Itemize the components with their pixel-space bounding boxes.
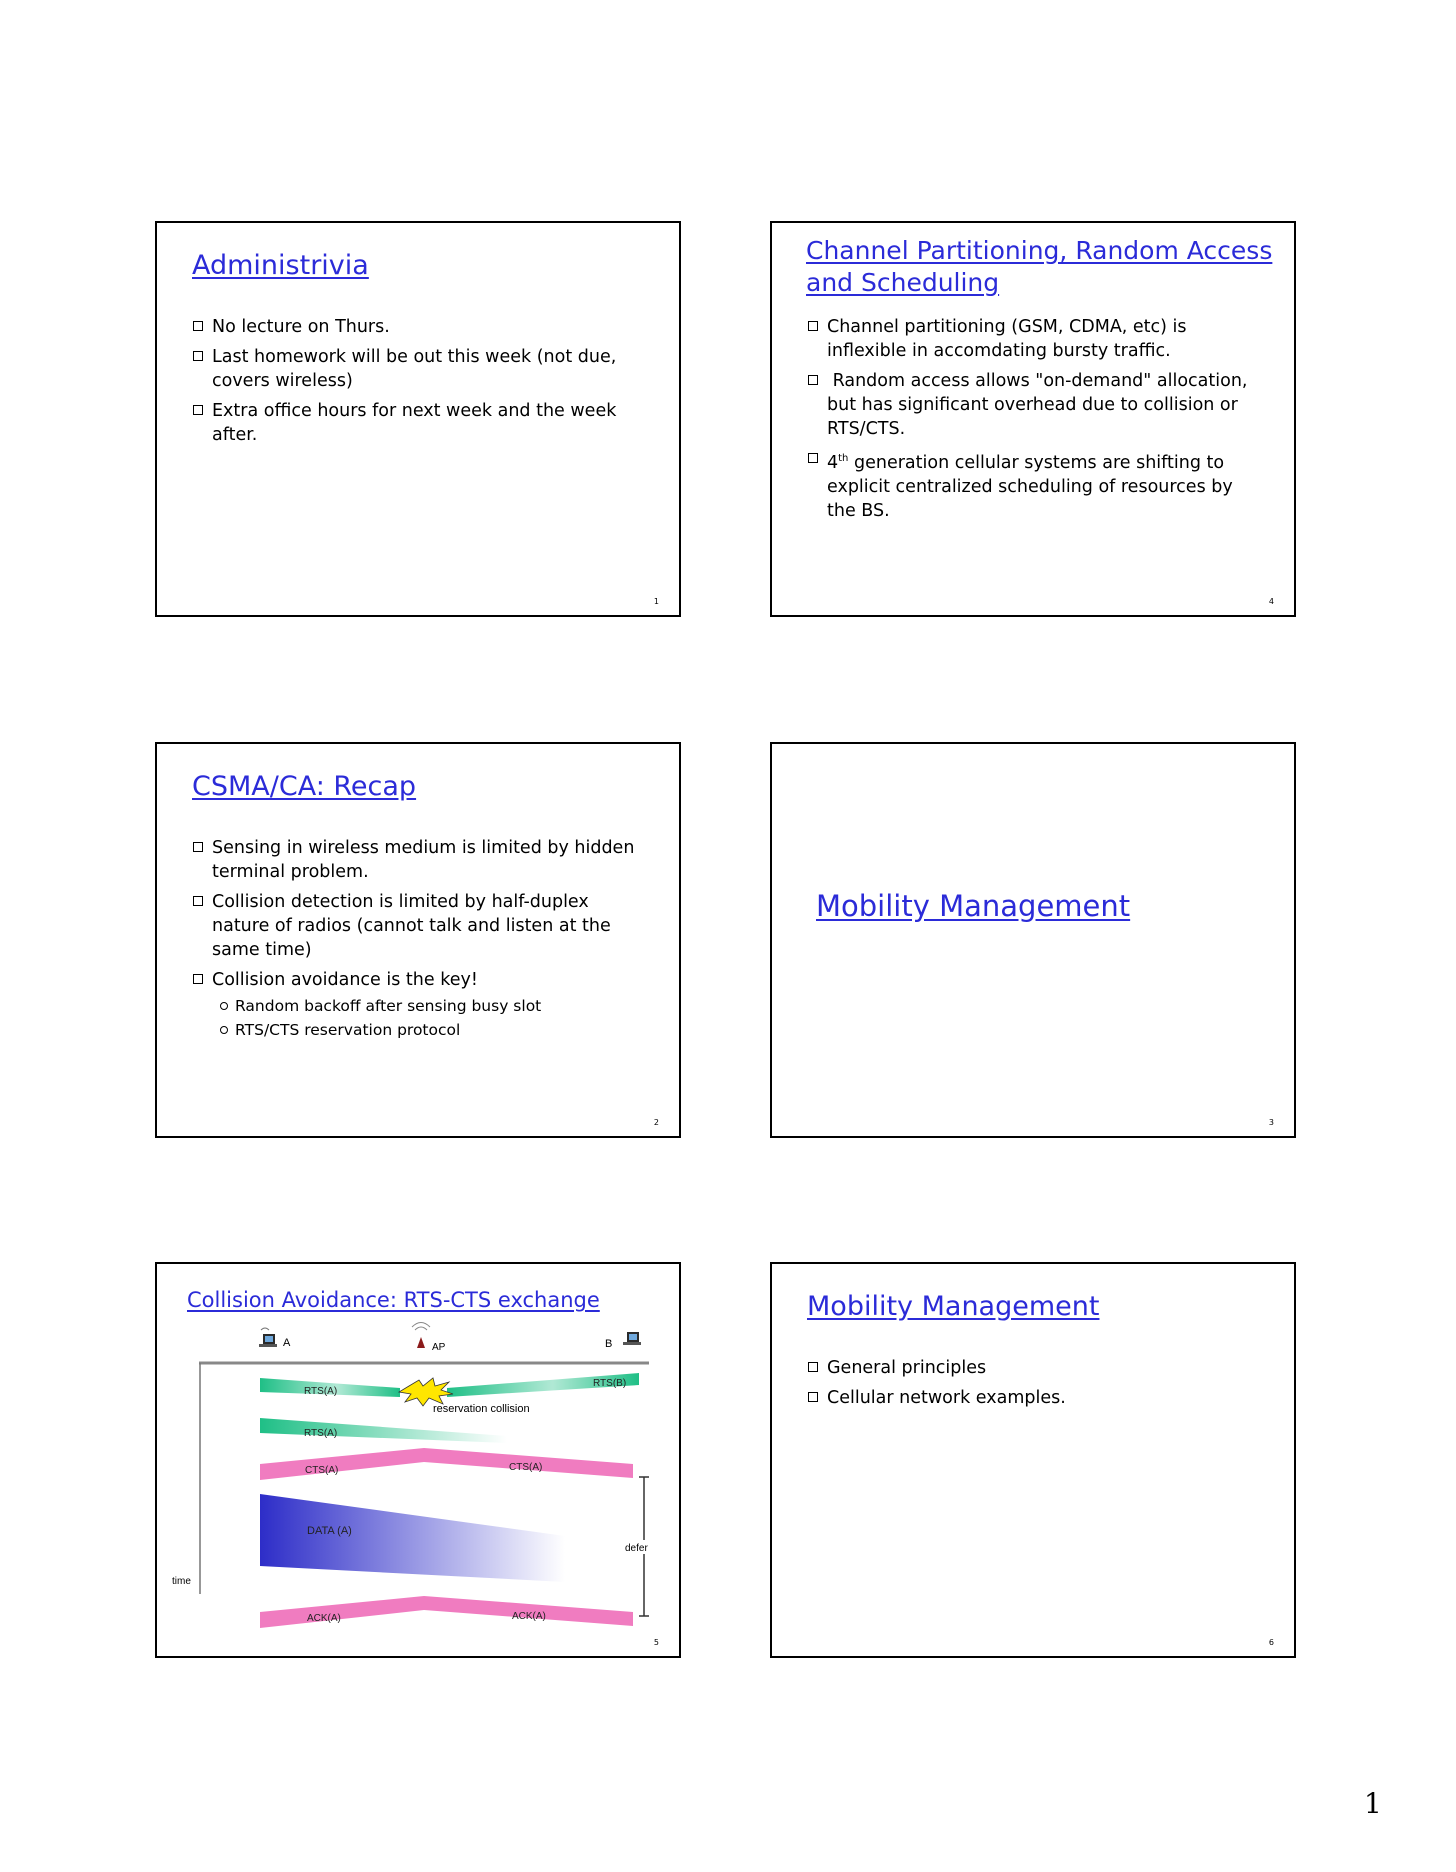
slide-administrivia bbox=[155, 221, 681, 617]
slide-mobility-section bbox=[770, 742, 1296, 1138]
rts-a-band bbox=[260, 1418, 507, 1443]
page-number: 1 bbox=[1364, 1787, 1382, 1820]
circle-bullet-icon bbox=[220, 1026, 228, 1034]
square-bullet-icon bbox=[193, 974, 203, 984]
rts-a-label: RTS(A) bbox=[304, 1386, 338, 1397]
square-bullet-icon bbox=[808, 375, 818, 385]
slide-number: 1 bbox=[653, 597, 659, 606]
list-item: Channel partitioning (GSM, CDMA, etc) is inflexible in accomdating bursty traffic. bbox=[808, 315, 1264, 363]
list-item: Cellular network examples. bbox=[808, 1386, 1254, 1410]
sub-bullet-list bbox=[220, 994, 639, 1042]
square-bullet-icon bbox=[808, 1392, 818, 1402]
list-item: Last homework will be out this week (not due, covers wireless) bbox=[193, 345, 639, 393]
slide-title: Mobility Management bbox=[816, 889, 1131, 923]
list-item: Extra office hours for next week and the week after. bbox=[193, 399, 639, 447]
slide-title: CSMA/CA: Recap bbox=[192, 771, 417, 802]
slide-number: 6 bbox=[1268, 1638, 1274, 1647]
slide-number: 3 bbox=[1268, 1118, 1274, 1127]
time-label: time bbox=[172, 1576, 191, 1587]
slide-title: Mobility Management bbox=[807, 1291, 1100, 1322]
square-bullet-icon bbox=[193, 896, 203, 906]
slide-number: 5 bbox=[653, 1638, 659, 1647]
square-bullet-icon bbox=[193, 321, 203, 331]
list-item: Collision avoidance is the key! Random backoff after sensing busy slot RTS/CTS reservation protocol bbox=[193, 968, 639, 1042]
square-bullet-icon bbox=[808, 1362, 818, 1372]
slide-channel-partitioning bbox=[770, 221, 1296, 617]
data-label: DATA (A) bbox=[307, 1525, 352, 1537]
cts-label-left: CTS(A) bbox=[305, 1465, 339, 1476]
slide-number: 2 bbox=[653, 1118, 659, 1127]
square-bullet-icon bbox=[808, 321, 818, 331]
bullet-list bbox=[808, 315, 1264, 529]
laptop-icon bbox=[623, 1332, 641, 1345]
list-item: Collision detection is limited by half-duplex nature of radios (cannot talk and listen at the same time) bbox=[193, 890, 639, 962]
square-bullet-icon bbox=[193, 842, 203, 852]
data-band bbox=[260, 1494, 565, 1582]
list-item: General principles bbox=[808, 1356, 1254, 1380]
list-item: Random access allows "on-demand" allocation, but has significant overhead due to collision or RTS/CTS. bbox=[808, 369, 1264, 441]
square-bullet-icon bbox=[193, 405, 203, 415]
slide-title: Channel Partitioning, Random Access and Scheduling bbox=[806, 236, 1273, 297]
list-item: Random backoff after sensing busy slot bbox=[220, 994, 639, 1018]
list-item: No lecture on Thurs. bbox=[193, 315, 639, 339]
node-ap-label: AP bbox=[432, 1342, 446, 1353]
list-item: Sensing in wireless medium is limited by hidden terminal problem. bbox=[193, 836, 639, 884]
slide-collision-avoidance bbox=[155, 1262, 681, 1658]
access-point-icon bbox=[412, 1323, 430, 1349]
list-item: RTS/CTS reservation protocol bbox=[220, 1018, 639, 1042]
rts-b-label: RTS(B) bbox=[593, 1378, 627, 1389]
rts-cts-diagram bbox=[157, 1264, 679, 1656]
cts-label-right: CTS(A) bbox=[509, 1462, 543, 1473]
slide-title: Administrivia bbox=[192, 250, 369, 281]
collision-icon bbox=[399, 1378, 453, 1406]
node-a-label: A bbox=[283, 1337, 291, 1349]
defer-label: defer bbox=[625, 1543, 648, 1554]
slide-title: Collision Avoidance: RTS-CTS exchange bbox=[187, 1288, 600, 1312]
bullet-list bbox=[808, 1356, 1254, 1416]
collision-label: reservation collision bbox=[433, 1403, 530, 1415]
square-bullet-icon bbox=[193, 351, 203, 361]
bullet-list bbox=[193, 315, 639, 453]
ack-label-right: ACK(A) bbox=[512, 1611, 546, 1622]
rts-a-label: RTS(A) bbox=[304, 1428, 338, 1439]
square-bullet-icon bbox=[808, 453, 818, 463]
ack-label-left: ACK(A) bbox=[307, 1613, 341, 1624]
circle-bullet-icon bbox=[220, 1002, 228, 1010]
slide-mobility-management bbox=[770, 1262, 1296, 1658]
slide-number: 4 bbox=[1268, 597, 1274, 606]
laptop-icon bbox=[259, 1328, 277, 1347]
list-item: 4th generation cellular systems are shifting to explicit centralized scheduling of resources by the BS. bbox=[808, 447, 1264, 523]
node-b-label: B bbox=[605, 1338, 613, 1350]
bullet-list bbox=[193, 836, 639, 1048]
slide-csma-ca-recap bbox=[155, 742, 681, 1138]
